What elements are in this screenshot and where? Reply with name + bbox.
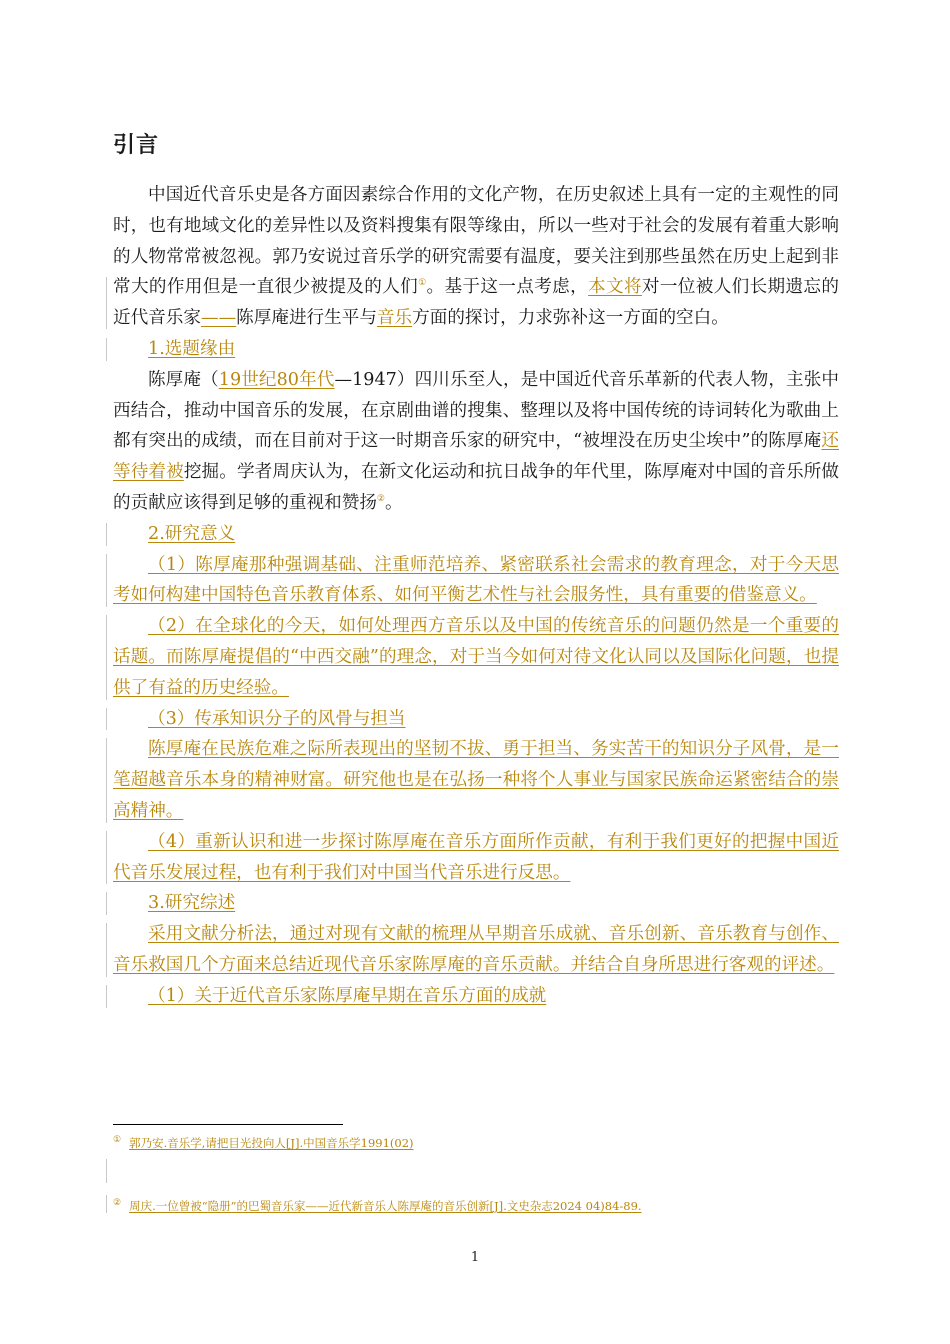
footnote-gap xyxy=(113,1151,839,1195)
page-number: 1 xyxy=(470,1250,480,1265)
footnote-separator xyxy=(113,1124,343,1125)
footnote-mark: ① xyxy=(113,1135,122,1145)
significance-item-1: （1）陈厚庵那种强调基础、注重师范培养、紧密联系社会需求的教育理念，对于今天思考如何构建中国特色音乐教育体系、如何平衡艺术性与社会服务性，具有重要的借鉴意义。 xyxy=(113,550,839,612)
subsection-title-3: 3.研究综述 xyxy=(113,888,839,919)
significance-item-4: （4）重新认识和进一步探讨陈厚庵在音乐方面所作贡献，有利于我们更好的把握中国近代音乐发展过程，也有利于我们对中国当代音乐进行反思。 xyxy=(113,827,839,889)
review-paragraph: 采用文献分析法，通过对现有文献的梳理从早期音乐成就、音乐创新、音乐教育与创作、音乐救国几个方面来总结近现代音乐家陈厚庵的音乐贡献。并结合自身所思进行客观的评述。 xyxy=(113,919,839,981)
footnote-2 xyxy=(113,1195,839,1214)
intro-paragraph xyxy=(113,180,839,334)
review-subheading: （1）关于近代音乐家陈厚庵早期在音乐方面的成就 xyxy=(113,981,839,1012)
subsection-title-1: 1.选题缘由 xyxy=(113,334,839,365)
intro-text-b: 。基于这一点考虑， xyxy=(426,277,589,298)
subsection-title-2: 2.研究意义 xyxy=(113,519,839,550)
revision-insert: 音乐 xyxy=(376,308,413,329)
significance-item-3: （3）传承知识分子的风骨与担当 xyxy=(113,704,839,735)
significance-item-2: （2）在全球化的今天，如何处理西方音乐以及中国的传统音乐的问题仍然是一个重要的话题。而陈厚庵提倡的“中西交融”的理念，对于当今如何对待文化认同以及国际化问题，也提供了有益的历史经验。 xyxy=(113,611,839,703)
body-text xyxy=(113,180,839,1012)
footnote-mark: ② xyxy=(113,1197,122,1208)
intro-text-d: 对一位被人们长期遗忘的近代音乐家 xyxy=(113,277,839,329)
intro-text-f: 陈厚庵进行生平与 xyxy=(236,308,377,329)
revision-insert: 本文将 xyxy=(588,277,642,298)
footnote-ref-1[interactable]: ① xyxy=(418,278,427,289)
revision-insert: 19世纪80年代 xyxy=(218,369,335,390)
revision-insert: 还等待着被 xyxy=(113,431,839,483)
intro-text-a: 中国近代音乐史是各方面因素综合作用的文化产物，在历史叙述上具有一定的主观性的同时，也有地域文化的差异性以及资料搜集有限等缘由，所以一些对于社会的发展有着重大影响的人物常常被忽视。郭乃安说过音乐学的研究需要有温度，要关注到那些虽然在历史上起到非常大的作用但是一直很少被提及的人们 xyxy=(113,185,839,298)
footnote-1 xyxy=(113,1132,839,1151)
revision-insert: —— xyxy=(200,308,237,329)
footnote-text: 郭乃安.音乐学,请把目光投向人[J].中国音乐学1991(02) xyxy=(129,1135,414,1150)
footnote-ref-2[interactable]: ② xyxy=(376,494,385,505)
significance-item-3-text: 陈厚庵在民族危难之际所表现出的坚韧不拔、勇于担当、务实苦干的知识分子风骨，是一笔超越音乐本身的精神财富。研究他也是在弘扬一种将个人事业与国家民族命运紧密结合的崇高精神。 xyxy=(113,734,839,826)
footnote-text: 周庆.一位曾被“隐册”的巴蜀音乐家——近代新音乐人陈厚庵的音乐创新[J].文史杂志2024 04)84-89. xyxy=(129,1198,642,1213)
topic-reason-paragraph: 陈厚庵（19世纪80年代—1947）四川乐至人，是中国近代音乐革新的代表人物，主张中西结合，推动中国音乐的发展，在京剧曲谱的搜集、整理以及将中国传统的诗词转化为歌曲上都有突出的成绩，而在目前对于这一时期音乐家的研究中，“被埋没在历史尘埃中”的陈厚庵还等待着被挖掘。学者周庆认为，在新文化运动和抗日战争的年代里，陈厚庵对中国的音乐所做的贡献应该得到足够的重视和赞扬②。 xyxy=(113,369,839,513)
footnotes xyxy=(113,1132,839,1214)
section-heading: 引言 xyxy=(113,133,160,158)
intro-text-h: 方面的探讨，力求弥补这一方面的空白。 xyxy=(412,308,729,329)
